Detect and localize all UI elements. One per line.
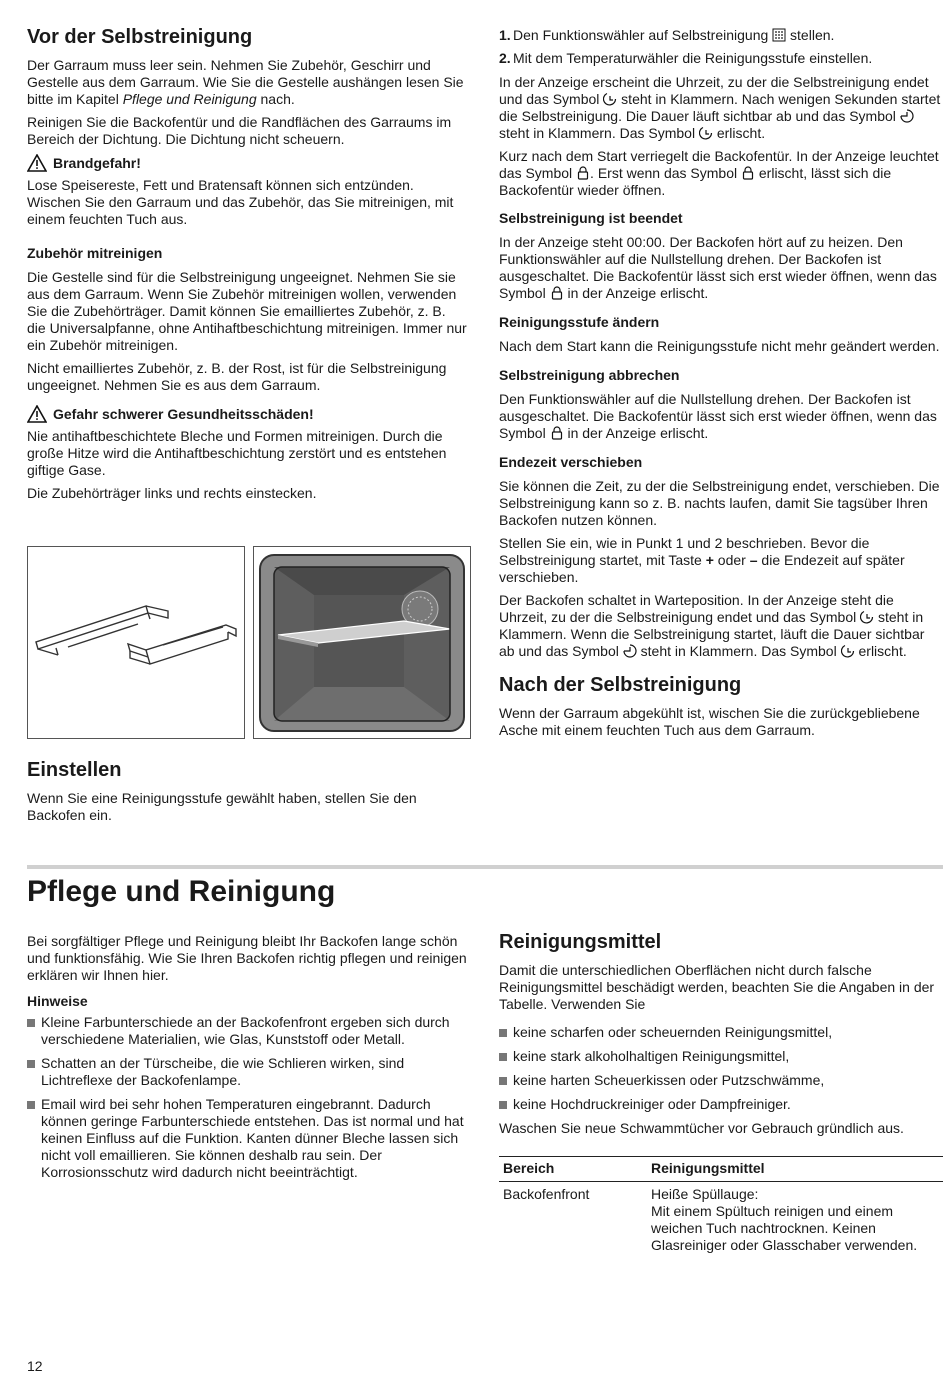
accessory-carrier-illustration: [27, 546, 245, 739]
heading-einstellen: Einstellen: [27, 759, 122, 781]
step-item: 1. Den Funktionswähler auf Selbstreinigung stellen.: [499, 27, 835, 43]
warning-triangle-icon: [27, 405, 47, 423]
duration-icon: [623, 644, 637, 658]
heading-endezeit-verschieben: Endezeit verschieben: [499, 454, 643, 470]
paragraph: In der Anzeige steht 00:00. Der Backofen hört auf zu heizen. Den Funktionswähler auf die Nullstellung drehen. Der Backofen ist ausgeschaltet. Die Backofentür lässt sich erst wieder öffnen, wenn das Symbol in der Anzeige erlischt.: [499, 234, 937, 301]
end-time-icon: [603, 92, 617, 106]
end-time-icon: [841, 644, 855, 658]
paragraph: Nach dem Start kann die Reinigungsstufe nicht mehr geändert werden.: [499, 338, 940, 354]
paragraph: Reinigen Sie die Backofentür und die Randflächen des Garraums im Bereich der Dichtung. Die Dichtung nicht scheuern.: [27, 114, 452, 147]
heading-zubehoer-mitreinigen: Zubehör mitreinigen: [27, 245, 163, 261]
table-cell: Heiße Spüllauge: Mit einem Spültuch reinigen und einem weichen Tuch nachtrocknen. Keinen Glasreiniger oder Glasschaber verwenden.: [651, 1186, 918, 1253]
heading-hinweise: Hinweise: [27, 993, 88, 1009]
paragraph: Nie antihaftbeschichtete Bleche und Formen mitreinigen. Durch die große Hitze wird die Antihaftbeschichtung zerstört und es entstehen giftige Gase.: [27, 428, 447, 478]
heading-vor-der-selbstreinigung: Vor der Selbstreinigung: [27, 26, 253, 48]
cleaning-table: [499, 1156, 943, 1258]
paragraph: Stellen Sie ein, wie in Punkt 1 und 2 beschrieben. Bevor die Selbstreinigung startet, mit Taste + oder – die Endezeit auf später verschieben.: [499, 535, 905, 585]
door-lock-icon: [741, 166, 755, 180]
section-divider: [27, 865, 943, 869]
self-clean-icon: [772, 28, 786, 42]
paragraph: Die Zubehörträger links und rechts einstecken.: [27, 485, 317, 501]
right-column-top: [499, 27, 943, 745]
door-lock-icon: [550, 286, 564, 300]
paragraph: Kurz nach dem Start verriegelt die Backofentür. In der Anzeige leuchtet das Symbol . Erst wenn das Symbol erlischt, lässt sich die Backofentür wieder öffnen.: [499, 148, 939, 198]
table-header: Bereich: [499, 1157, 647, 1182]
door-lock-icon: [550, 426, 564, 440]
list-item: Schatten an der Türscheibe, die wie Schlieren wirken, sind Lichtreflexe der Backofenlampe.: [27, 1055, 467, 1089]
left-column-einstellen: [27, 759, 467, 830]
duration-icon: [900, 109, 914, 123]
reinigungsmittel-list: [499, 1024, 943, 1113]
paragraph: Den Funktionswähler auf die Nullstellung drehen. Der Backofen ist ausgeschaltet. Die Backofentür lässt sich erst wieder öffnen, wenn das Symbol in der Anzeige erlischt.: [499, 391, 937, 441]
step-item: 2. Mit dem Temperaturwähler die Reinigungsstufe einstellen.: [499, 50, 873, 66]
care-left-column: [27, 933, 467, 1188]
table-row: [499, 1182, 943, 1259]
list-item: Email wird bei sehr hohen Temperaturen eingebrannt. Dadurch können geringe Farbunterschiede entstehen. Das ist normal und hat keinen Einfluss auf die Funktion. Kanten dünner Bleche lassen sich nicht voll emaillieren. Sie können deshalb rau sein. Der Korrosionsschutz wird dadurch nicht beeinträchtigt.: [27, 1096, 467, 1181]
paragraph: Wenn Sie eine Reinigungsstufe gewählt haben, stellen Sie den Backofen ein.: [27, 790, 417, 823]
oven-interior-illustration: [253, 546, 471, 739]
paragraph: Lose Speisereste, Fett und Bratensaft können sich entzünden. Wischen Sie den Garraum und das Zubehör, das Sie mitreinigen, mit einem feuchten Tuch aus.: [27, 177, 454, 227]
paragraph: Wenn der Garraum abgekühlt ist, wischen Sie die zurückgebliebene Asche mit einem feuchten Tuch aus dem Garraum.: [499, 705, 920, 738]
section-title: Pflege und Reinigung: [27, 875, 336, 908]
page-number: 12: [27, 1358, 43, 1374]
figures: [27, 546, 470, 739]
paragraph: In der Anzeige erscheint die Uhrzeit, zu der die Selbstreinigung endet und das Symbol steht in Klammern. Nach wenigen Sekunden startet die Selbstreinigung. Die Dauer läuft sichtbar ab und das Symbol steht in Klammern. Das Symbol erlischt.: [499, 74, 941, 141]
door-lock-icon: [576, 166, 590, 180]
list-item: keine harten Scheuerkissen oder Putzschwämme,: [499, 1072, 943, 1089]
left-column-top: [27, 26, 467, 508]
heading-nach-der-selbstreinigung: Nach der Selbstreinigung: [499, 674, 742, 696]
paragraph: Nicht emailliertes Zubehör, z. B. der Rost, ist für die Selbstreinigung ungeeignet. Nehmen Sie es aus dem Garraum.: [27, 360, 447, 393]
list-item: Kleine Farbunterschiede an der Backofenfront ergeben sich durch verschiedene Materialien, wie Glas, Kunststoff oder Metall.: [27, 1014, 467, 1048]
warning-brandgefahr: Brandgefahr!: [27, 154, 467, 172]
hinweise-list: [27, 1014, 467, 1181]
paragraph: Damit die unterschiedlichen Oberflächen nicht durch falsche Reinigungsmittel beschädigt werden, beachten Sie die Angaben in der Tabelle. Verwenden Sie: [499, 962, 935, 1012]
paragraph: Bei sorgfältiger Pflege und Reinigung bleibt Ihr Backofen lange schön und funktionsfähig. Wie Sie Ihren Backofen richtig pflegen und reinigen erklären wir Ihnen hier.: [27, 933, 467, 983]
heading-reinigungsmittel: Reinigungsmittel: [499, 931, 662, 953]
paragraph: Sie können die Zeit, zu der die Selbstreinigung endet, verschieben. Die Selbstreinigung kann so z. B. nachts laufen, damit Sie tagsüber Ihren Backofen nutzen können.: [499, 478, 940, 528]
minus-key-icon: –: [749, 552, 758, 568]
list-item: keine scharfen oder scheuernden Reinigungsmittel,: [499, 1024, 943, 1041]
end-time-icon: [699, 126, 713, 140]
paragraph: Der Backofen schaltet in Warteposition. In der Anzeige steht die Uhrzeit, zu der die Selbstreinigung endet und das Symbol steht in Klammern. Wenn die Selbstreinigung startet, läuft die Dauer sichtbar ab und das Symbol steht in Klammern. Das Symbol erlischt.: [499, 592, 925, 659]
list-item: keine Hochdruckreiniger oder Dampfreiniger.: [499, 1096, 943, 1113]
step-list: [499, 27, 943, 67]
heading-selbstreinigung-beendet: Selbstreinigung ist beendet: [499, 210, 683, 226]
list-item: keine stark alkoholhaltigen Reinigungsmittel,: [499, 1048, 943, 1065]
end-time-icon: [860, 610, 874, 624]
plus-key-icon: +: [705, 552, 714, 568]
paragraph: Die Gestelle sind für die Selbstreinigung ungeeignet. Nehmen Sie sie aus dem Garraum. Wenn Sie Zubehör mitreinigen wollen, verwenden Sie die Zubehörträger. Damit können Sie emailliertes Zubehör, z. B. die Universalpfanne, ohne Antihaftbeschichtung mitreinigen. Immer nur ein Zubehör mitreinigen.: [27, 269, 467, 353]
paragraph: Waschen Sie neue Schwammtücher vor Gebrauch gründlich aus.: [499, 1120, 904, 1136]
table-header-row: [499, 1157, 943, 1182]
paragraph: Der Garraum muss leer sein. Nehmen Sie Zubehör, Geschirr und Gestelle aus dem Garraum. Wie Sie die Gestelle aushängen lesen Sie bitte im Kapitel Pflege und Reinigung nach.: [27, 57, 464, 107]
warning-gesundheit: Gefahr schwerer Gesundheitsschäden!: [27, 405, 467, 423]
table-cell: Backofenfront: [503, 1186, 590, 1202]
care-right-column: [499, 931, 943, 1258]
warning-triangle-icon: [27, 154, 47, 172]
heading-reinigungsstufe-aendern: Reinigungsstufe ändern: [499, 314, 660, 330]
heading-selbstreinigung-abbrechen: Selbstreinigung abbrechen: [499, 367, 680, 383]
table-header: Reinigungsmittel: [647, 1157, 943, 1182]
